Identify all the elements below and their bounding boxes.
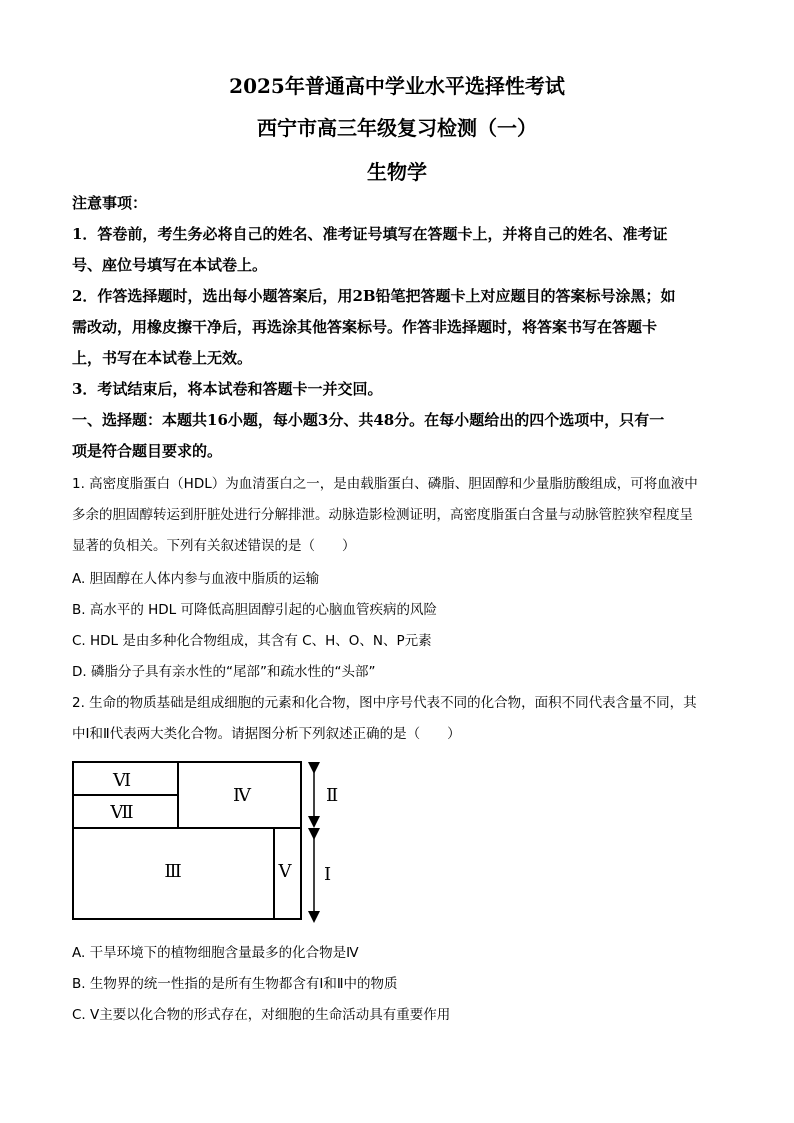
label-iv: Ⅳ [233,785,251,806]
notice-item-3: 3．考试结束后，将本试卷和答题卡一并交回。 [72,380,383,398]
q1-stem-line-1: 1. 高密度脂蛋白（HDL）为血清蛋白之一，是由载脂蛋白、磷脂、胆固醇和少量脂肪酸组成，可将血液中 [72,476,698,492]
area-i-block [73,828,301,919]
q1-stem-line-2: 多余的胆固醇转运到肝脏处进行分解排泄。动脉造影检测证明，高密度脂蛋白含量与动脉管腔狭窄程度呈 [72,507,693,523]
q1-option-b: B. 高水平的 HDL 可降低高胆固醇引起的心脑血管疾病的风险 [72,602,437,618]
notice-item-1-line-2: 号、座位号填写在本试卷上。 [72,256,268,274]
section-heading-line-2: 项是符合题目要求的。 [72,442,223,460]
q2-option-c: C. Ⅴ主要以化合物的形式存在，对细胞的生命活动具有重要作用 [72,1007,451,1023]
label-iii: Ⅲ [164,861,182,882]
exam-subtitle: 西宁市高三年级复习检测（一） [257,116,537,140]
q1-option-c: C. HDL 是由多种化合物组成，其含有 C、H、O、N、P元素 [72,633,432,649]
section-heading-line-1: 一、选择题：本题共16小题，每小题3分、共48分。在每小题给出的四个选项中，只有一 [72,411,665,429]
label-v: Ⅴ [278,861,292,882]
compound-area-diagram [70,758,350,928]
notice-item-2-line-1: 2．作答选择题时，选出每小题答案后，用2B铅笔把答题卡上对应题目的答案标号涂黑；如 [72,287,676,305]
q1-option-d: D. 磷脂分子具有亲水性的“尾部”和疏水性的“头部” [72,664,376,680]
subject-title: 生物学 [367,160,427,184]
q2-stem-line-2: 中Ⅰ和Ⅱ代表两大类化合物。请据图分析下列叙述正确的是（ ） [72,726,461,742]
q2-option-a: A. 干旱环境下的植物细胞含量最多的化合物是Ⅳ [72,945,359,961]
notice-item-1-line-1: 1．答卷前，考生务必将自己的姓名、准考证号填写在答题卡上，并将自己的姓名、准考证 [72,225,668,243]
q2-option-b: B. 生物界的统一性指的是所有生物都含有Ⅰ和Ⅱ中的物质 [72,976,398,992]
q1-option-a: A. 胆固醇在人体内参与血液中脂质的运输 [72,571,320,587]
q1-stem-line-3: 显著的负相关。下列有关叙述错误的是（ ） [72,538,356,554]
label-vi: Ⅵ [112,770,132,791]
q2-stem-line-1: 2. 生命的物质基础是组成细胞的元素和化合物，图中序号代表不同的化合物，面积不同代表含量不同，其 [72,695,697,711]
exam-title: 2025年普通高中学业水平选择性考试 [229,74,565,98]
label-i: Ⅰ [324,864,332,885]
notice-item-2-line-3: 上，书写在本试卷上无效。 [72,349,253,367]
label-vii: Ⅶ [110,802,134,823]
notice-heading: 注意事项： [72,194,148,212]
notice-item-2-line-2: 需改动，用橡皮擦干净后，再选涂其他答案标号。作答非选择题时，将答案书写在答题卡 [72,318,658,336]
label-ii: Ⅱ [326,785,339,806]
